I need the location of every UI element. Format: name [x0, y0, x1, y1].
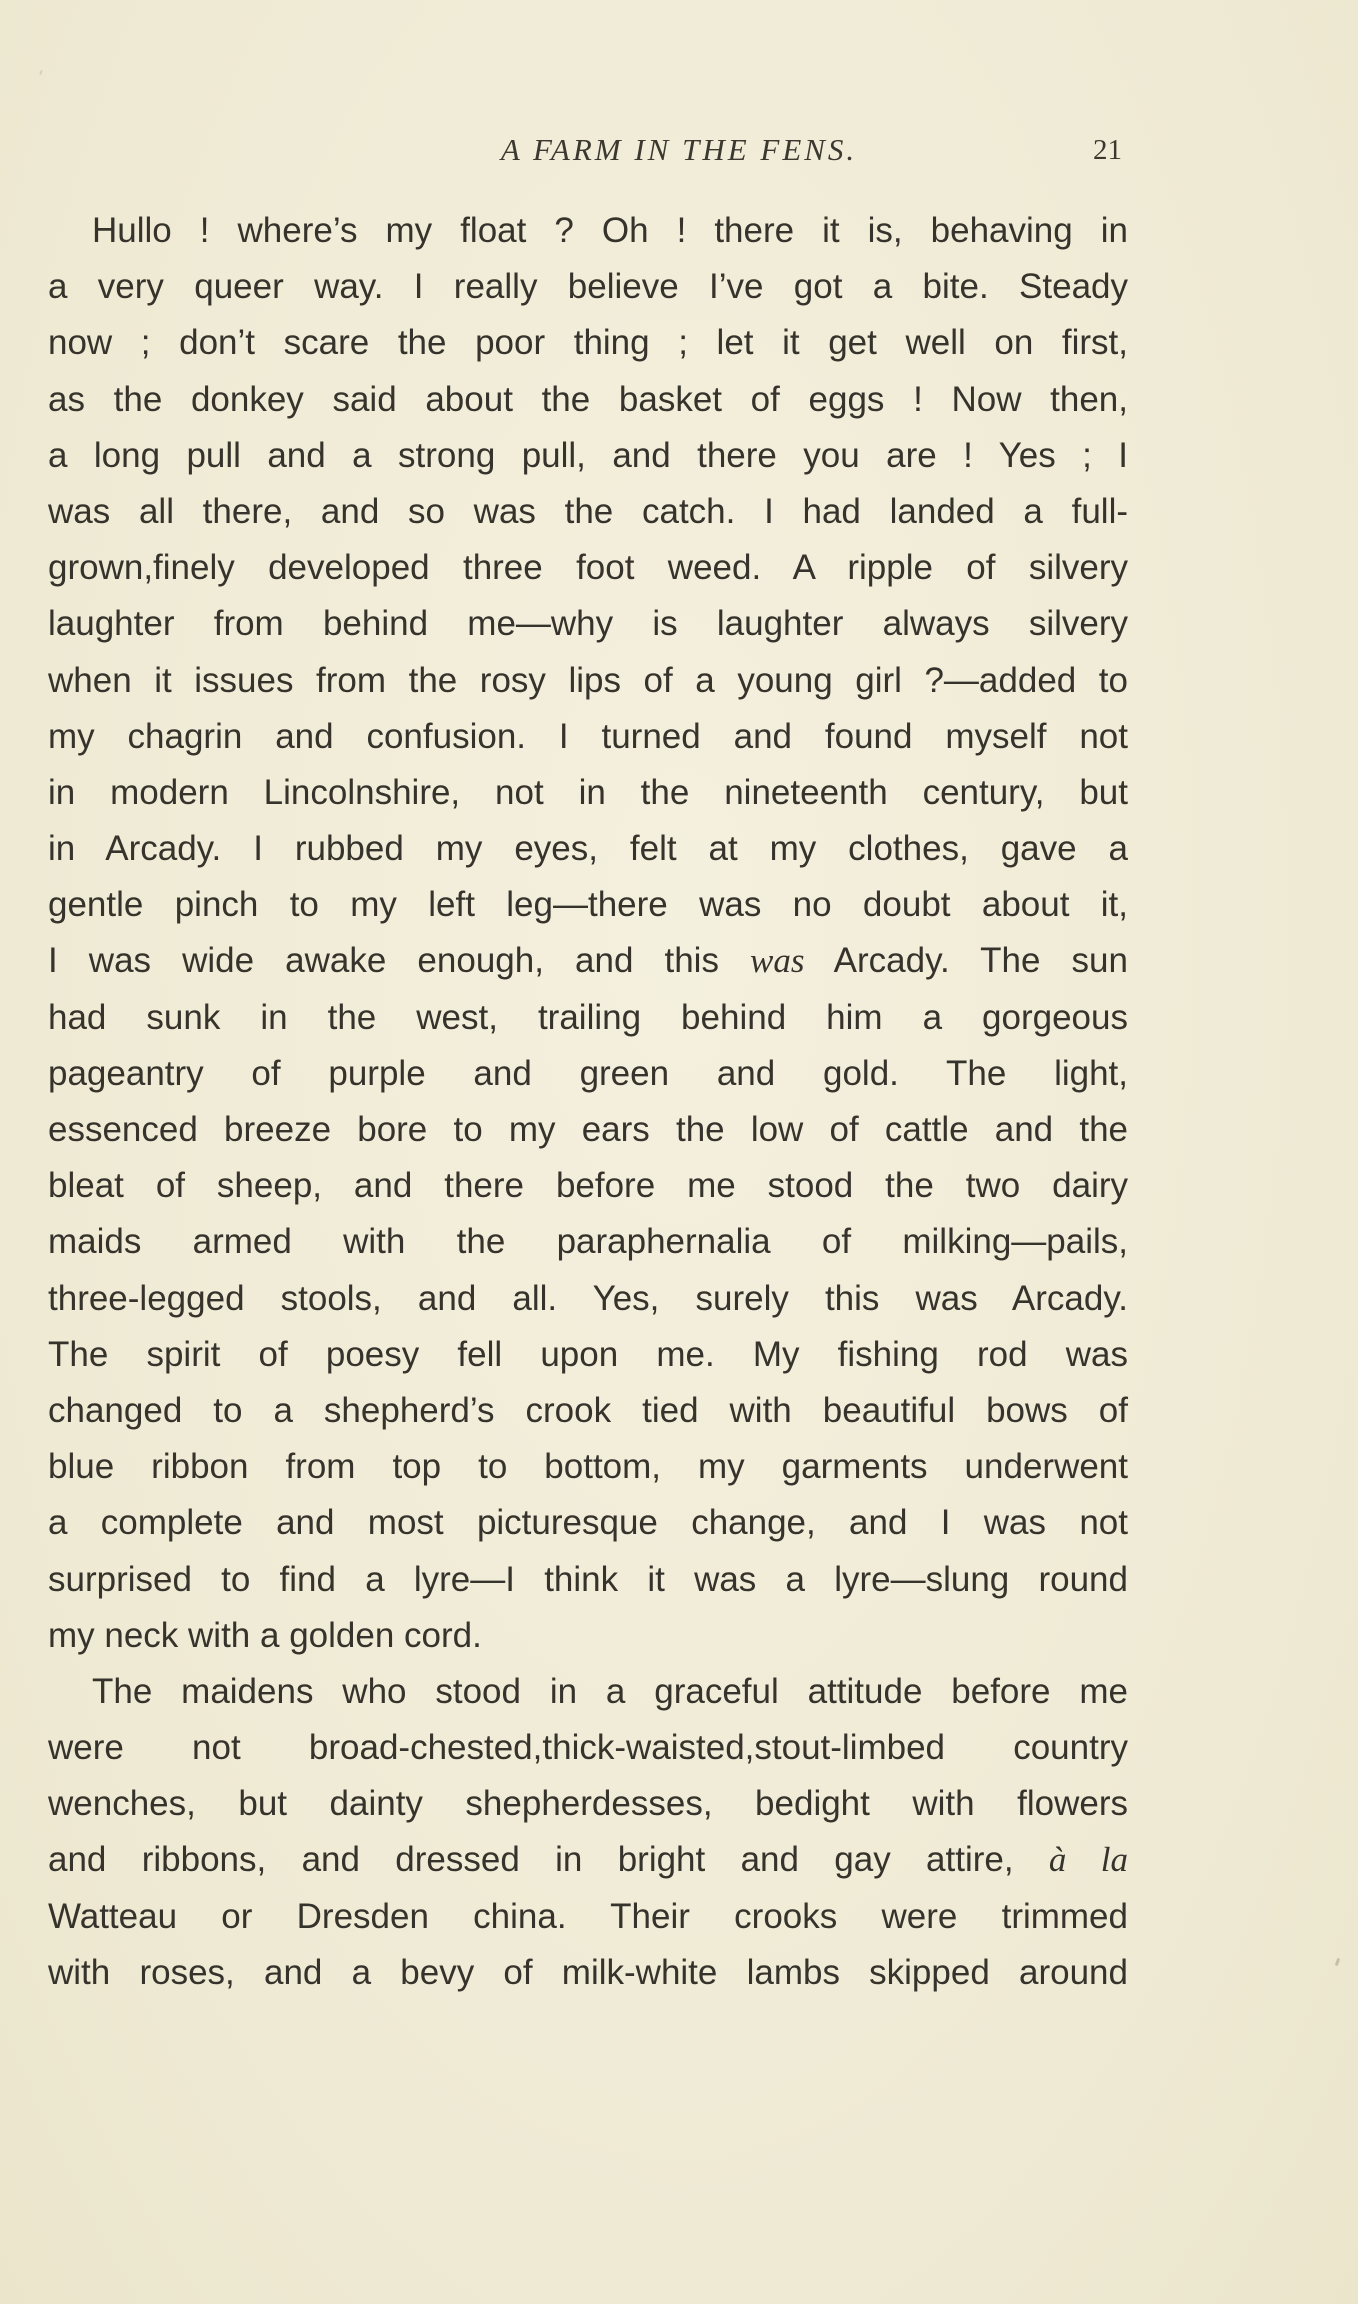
text-line: grown,finely developed three foot weed. A ripple of silvery: [48, 548, 1128, 588]
text-line: had sunk in the west, trailing behind him a gorgeous: [48, 997, 1128, 1037]
text-line: when it issues from the rosy lips of a young girl ?—added to: [48, 660, 1128, 700]
text-line: changed to a shepherd’s crook tied with beautiful bows of: [48, 1390, 1128, 1430]
text-line: wenches, but dainty shepherdesses, bedight with flowers: [48, 1784, 1128, 1824]
text-line: in Arcady. I rubbed my eyes, felt at my clothes, gave a: [48, 829, 1128, 869]
text-line: surprised to find a lyre—I think it was a lyre—slung round: [48, 1559, 1128, 1599]
page-number: 21: [1093, 134, 1122, 166]
text-line: a long pull and a strong pull, and there you are ! Yes ; I: [48, 435, 1128, 475]
italic-text: à la: [1048, 1840, 1128, 1880]
running-title: A FARM IN THE FENS.: [500, 132, 858, 167]
text-line: in modern Lincolnshire, not in the nineteenth century, but: [48, 772, 1128, 812]
text-line: Watteau or Dresden china. Their crooks were trimmed: [48, 1896, 1128, 1936]
text-line: essenced breeze bore to my ears the low of cattle and the: [48, 1110, 1128, 1149]
text-line: as the donkey said about the basket of eggs ! Now then,: [48, 379, 1128, 419]
text-line: my chagrin and confusion. I turned and found myself not: [48, 716, 1128, 756]
text-line: blue ribbon from top to bottom, my garments underwent: [48, 1447, 1128, 1487]
text-line: pageantry of purple and green and gold. The light,: [48, 1053, 1128, 1093]
text-line: three-legged stools, and all. Yes, surely this was Arcady.: [48, 1278, 1128, 1318]
text-line: my neck with a golden cord.: [48, 1615, 482, 1655]
text-line: with roses, and a bevy of milk-white lambs skipped around: [48, 1952, 1128, 1992]
text-line: and ribbons, and dressed in bright and gay attire, à la: [48, 1840, 1128, 1880]
text-line: maids armed with the paraphernalia of milking—pails,: [48, 1222, 1128, 1262]
text-line: were not broad-chested,thick-waisted,stout-limbed country: [48, 1728, 1128, 1768]
text-line: a very queer way. I really believe I’ve got a bite. Steady: [48, 267, 1128, 307]
text-line: The spirit of poesy fell upon me. My fishing rod was: [48, 1334, 1128, 1374]
text-line: laughter from behind me—why is laughter always silvery: [48, 604, 1128, 644]
text-line: now ; don’t scare the poor thing ; let it get well on first,: [48, 323, 1128, 363]
paper-speck: [1335, 1958, 1341, 1967]
text-line: gentle pinch to my left leg—there was no doubt about it,: [48, 885, 1128, 925]
text-line: was all there, and so was the catch. I had landed a full-: [48, 491, 1128, 531]
body-text: [48, 203, 1128, 2001]
text-line: a complete and most picturesque change, and I was not: [48, 1503, 1128, 1543]
text-line: Hullo ! where’s my float ? Oh ! there it is, behaving in: [92, 211, 1128, 250]
text-line: I was wide awake enough, and this was Arcady. The sun: [48, 941, 1128, 981]
text-line: The maidens who stood in a graceful attitude before me: [92, 1671, 1128, 1711]
italic-text: was: [750, 941, 805, 981]
running-head: [48, 128, 1310, 172]
text-line: bleat of sheep, and there before me stood the two dairy: [48, 1166, 1128, 1206]
paper-speck: [39, 70, 43, 75]
